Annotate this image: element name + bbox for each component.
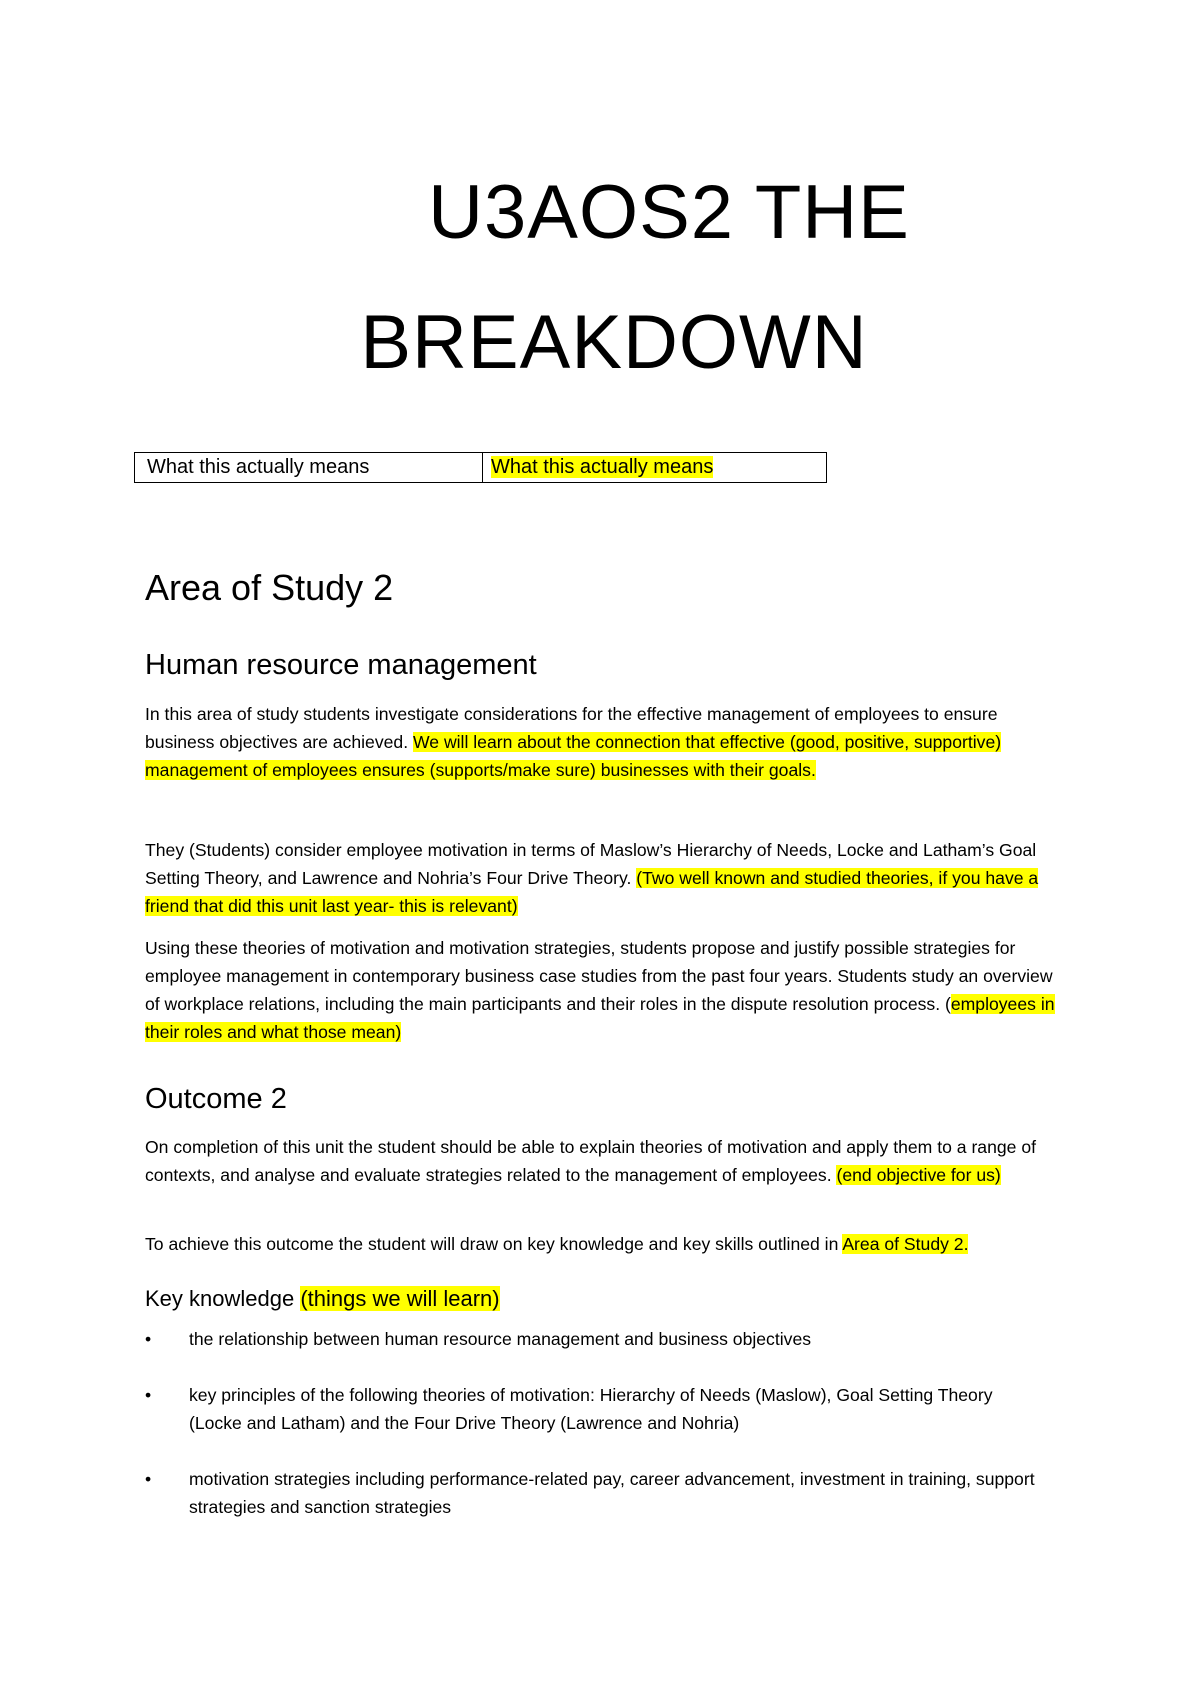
intro-paragraph (145, 700, 1065, 784)
key-knowledge-heading (145, 1286, 500, 1312)
legend-plain-text: What this actually means (147, 456, 370, 478)
list-item-text: motivation strategies including performance-related pay, career advancement, investment in training, support strategies and sanction strategies (189, 1469, 1035, 1517)
theories-highlight: (Two well known and studied theories, if you have a friend that did this unit last year- this is relevant) (145, 868, 1039, 916)
strategies-highlight: employees in their roles and what those mean) (145, 994, 1055, 1042)
key-knowledge-list (145, 1325, 1045, 1549)
outcome-paragraph (145, 1133, 1045, 1189)
highlight-legend-table (134, 452, 827, 483)
key-knowledge-heading-highlight: (things we will learn) (300, 1286, 500, 1311)
intro-text: In this area of study students investigate considerations for the effective management of employees to ensure business objectives are achieved. (145, 704, 998, 752)
legend-highlighted-text: What this actually means (491, 456, 714, 478)
intro-highlight: We will learn about the connection that effective (good, positive, supportive) management of employees ensures (supports/make sure) businesses with their goals. (145, 732, 1002, 780)
bullet-icon: • (145, 1329, 152, 1349)
achieve-text: To achieve this outcome the student will draw on key knowledge and key skills outlined in (145, 1234, 843, 1254)
outcome-text: On completion of this unit the student should be able to explain theories of motivation and apply them to a range of contexts, and analyse and evaluate strategies related to the management of employees. (145, 1137, 1037, 1185)
list-item (145, 1465, 1045, 1521)
document-title-line-1: U3AOS2 THE (428, 170, 910, 255)
legend-cell-plain (135, 453, 483, 483)
outcome-heading: Outcome 2 (145, 1083, 287, 1115)
bullet-icon: • (145, 1385, 152, 1405)
legend-cell-highlighted (483, 453, 827, 483)
document-title-line-2: BREAKDOWN (360, 300, 868, 385)
list-item (145, 1325, 1045, 1353)
strategies-paragraph (145, 934, 1065, 1046)
list-item-text: key principles of the following theories of motivation: Hierarchy of Needs (Maslow), Goal Setting Theory (Locke and Latham) and the Four Drive Theory (Lawrence and Nohria) (189, 1385, 993, 1433)
key-knowledge-heading-text: Key knowledge (145, 1286, 301, 1311)
outcome-highlight: (end objective for us) (836, 1165, 1001, 1185)
theories-paragraph (145, 836, 1065, 920)
area-of-study-heading: Area of Study 2 (145, 567, 394, 608)
bullet-icon: • (145, 1469, 152, 1489)
strategies-text: Using these theories of motivation and motivation strategies, students propose and justify possible strategies for employee management in contemporary business case studies from the past four years. Students study an overview of workplace relations, including the main participants and their roles in the dispute resolution process. ( (145, 938, 1053, 1014)
hrm-heading: Human resource management (145, 649, 537, 681)
achieve-paragraph (145, 1230, 1065, 1258)
theories-text: They (Students) consider employee motivation in terms of Maslow’s Hierarchy of Needs, Locke and Latham’s Goal Setting Theory, and Lawrence and Nohria’s Four Drive Theory. (145, 840, 1037, 888)
legend-row (135, 453, 827, 483)
list-item-text: the relationship between human resource management and business objectives (189, 1329, 812, 1349)
achieve-highlight: Area of Study 2. (842, 1234, 969, 1254)
list-item (145, 1381, 1045, 1437)
